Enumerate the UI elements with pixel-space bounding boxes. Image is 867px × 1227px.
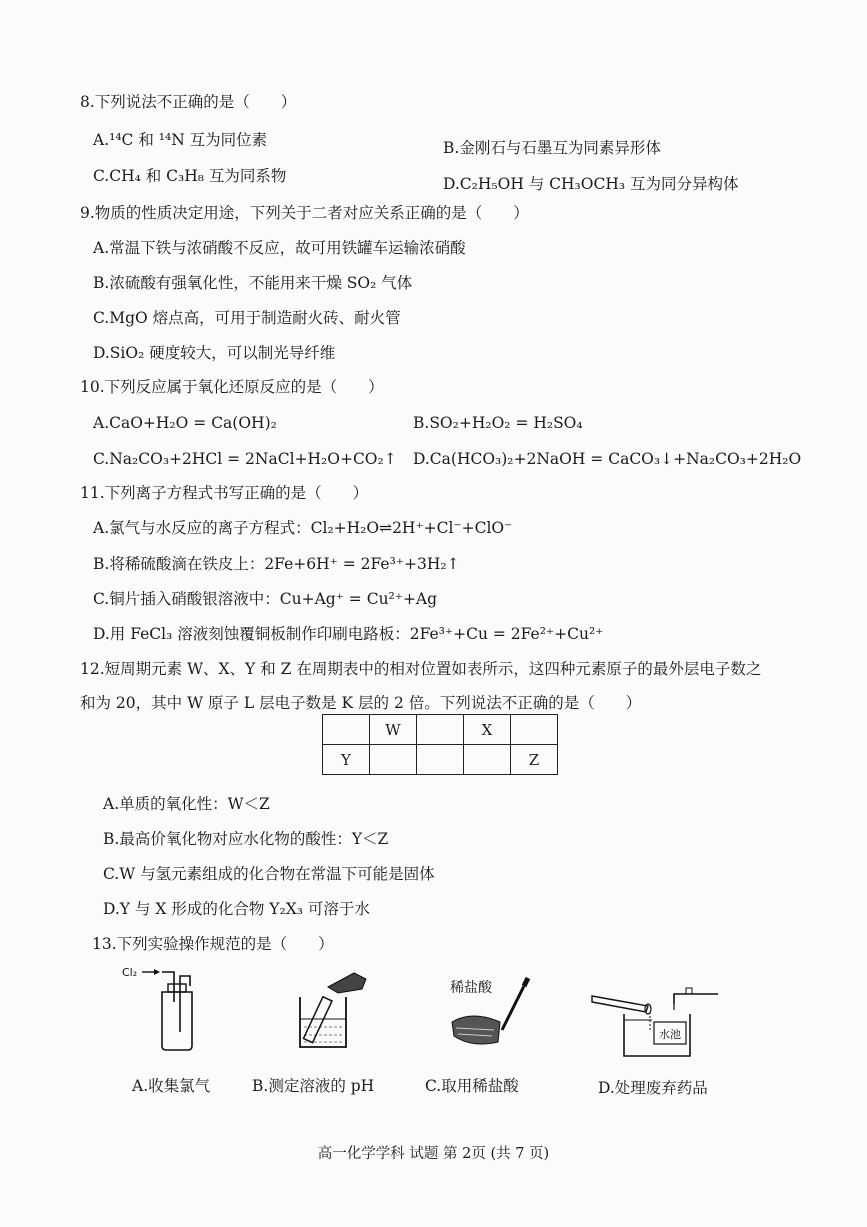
q13-option-b: B.测定溶液的 pH <box>252 1077 375 1095</box>
q9-option-a: A.常温下铁与浓硝酸不反应，故可用铁罐车运输浓硝酸 <box>93 239 466 257</box>
fig-a-label: Cl₂ <box>122 966 138 979</box>
q9-option-b: B.浓硫酸有强氧化性，不能用来干燥 SO₂ 气体 <box>93 274 413 292</box>
q12-stem-line1: 12.短周期元素 W、X、Y 和 Z 在周期表中的相对位置如表所示，这四种元素原子的最外层电子数之 <box>80 660 762 678</box>
table-cell <box>511 715 558 745</box>
q10-option-c: C.Na₂CO₃+2HCl = 2NaCl+H₂O+CO₂↑ <box>93 450 397 468</box>
q11-option-c: C.铜片插入硝酸银溶液中：Cu+Ag⁺ = Cu²⁺+Ag <box>93 590 438 608</box>
table-cell <box>370 745 417 775</box>
q12-stem-line2: 和为 20，其中 W 原子 L 层电子数是 K 层的 2 倍。下列说法不正确的是（ ） <box>80 694 642 712</box>
q11-option-b: B.将稀硫酸滴在铁皮上：2Fe+6H⁺ = 2Fe³⁺+3H₂↑ <box>93 555 460 573</box>
q11-option-a: A.氯气与水反应的离子方程式：Cl₂+H₂O⇌2H⁺+Cl⁻+ClO⁻ <box>93 519 513 537</box>
q10-stem: 10.下列反应属于氧化还原反应的是（ ） <box>80 378 384 396</box>
q8-stem: 8.下列说法不正确的是（ ） <box>80 93 297 111</box>
q8-option-a: A.¹⁴C 和 ¹⁴N 互为同位素 <box>93 131 268 149</box>
gas-washing-bottle-figure <box>118 962 208 1052</box>
q9-stem: 9.物质的性质决定用途，下列关于二者对应关系正确的是（ ） <box>80 204 529 222</box>
table-cell <box>417 715 464 745</box>
table-cell: X <box>464 715 511 745</box>
table-row <box>323 745 558 775</box>
q12-option-c: C.W 与氢元素组成的化合物在常温下可能是固体 <box>103 865 435 883</box>
q8-option-c: C.CH₄ 和 C₃H₈ 互为同系物 <box>93 167 287 185</box>
periodic-table-fragment <box>322 714 558 775</box>
fig-c-label: 稀盐酸 <box>450 980 492 996</box>
q12-option-a: A.单质的氧化性：W＜Z <box>103 795 270 813</box>
table-cell <box>417 745 464 775</box>
q10-option-b: B.SO₂+H₂O₂ = H₂SO₄ <box>413 414 583 432</box>
q9-option-d: D.SiO₂ 硬度较大，可以制光导纤维 <box>93 344 336 362</box>
table-cell: W <box>370 715 417 745</box>
table-cell <box>464 745 511 775</box>
page-footer: 高一化学学科 试题 第 2页 (共 7 页) <box>317 1146 550 1162</box>
q12-option-b: B.最高价氧化物对应水化物的酸性：Y＜Z <box>103 830 389 848</box>
dropper-figure <box>442 970 542 1055</box>
ph-test-figure <box>292 967 372 1052</box>
table-row <box>323 715 558 745</box>
q13-option-d: D.处理废弃药品 <box>598 1079 708 1097</box>
sink-disposal-figure <box>590 982 720 1062</box>
q13-option-c: C.取用稀盐酸 <box>425 1077 519 1095</box>
q8-option-d: D.C₂H₅OH 与 CH₃OCH₃ 互为同分异构体 <box>443 175 739 193</box>
table-cell: Y <box>323 745 370 775</box>
q11-option-d: D.用 FeCl₃ 溶液刻蚀覆铜板制作印刷电路板：2Fe³⁺+Cu = 2Fe²⁺+Cu²⁺ <box>93 625 604 643</box>
q9-option-c: C.MgO 熔点高，可用于制造耐火砖、耐火管 <box>93 309 401 327</box>
q8-option-b: B.金刚石与石墨互为同素异形体 <box>443 139 661 157</box>
q13-stem: 13.下列实验操作规范的是（ ） <box>92 935 334 953</box>
q12-option-d: D.Y 与 X 形成的化合物 Y₂X₃ 可溶于水 <box>103 900 370 918</box>
q10-option-a: A.CaO+H₂O = Ca(OH)₂ <box>93 414 277 432</box>
table-cell <box>323 715 370 745</box>
fig-d-label: 水池 <box>659 1028 681 1041</box>
q13-option-a: A.收集氯气 <box>132 1077 211 1095</box>
table-cell: Z <box>511 745 558 775</box>
q10-option-d: D.Ca(HCO₃)₂+2NaOH = CaCO₃↓+Na₂CO₃+2H₂O <box>413 450 802 468</box>
q11-stem: 11.下列离子方程式书写正确的是（ ） <box>80 484 369 502</box>
